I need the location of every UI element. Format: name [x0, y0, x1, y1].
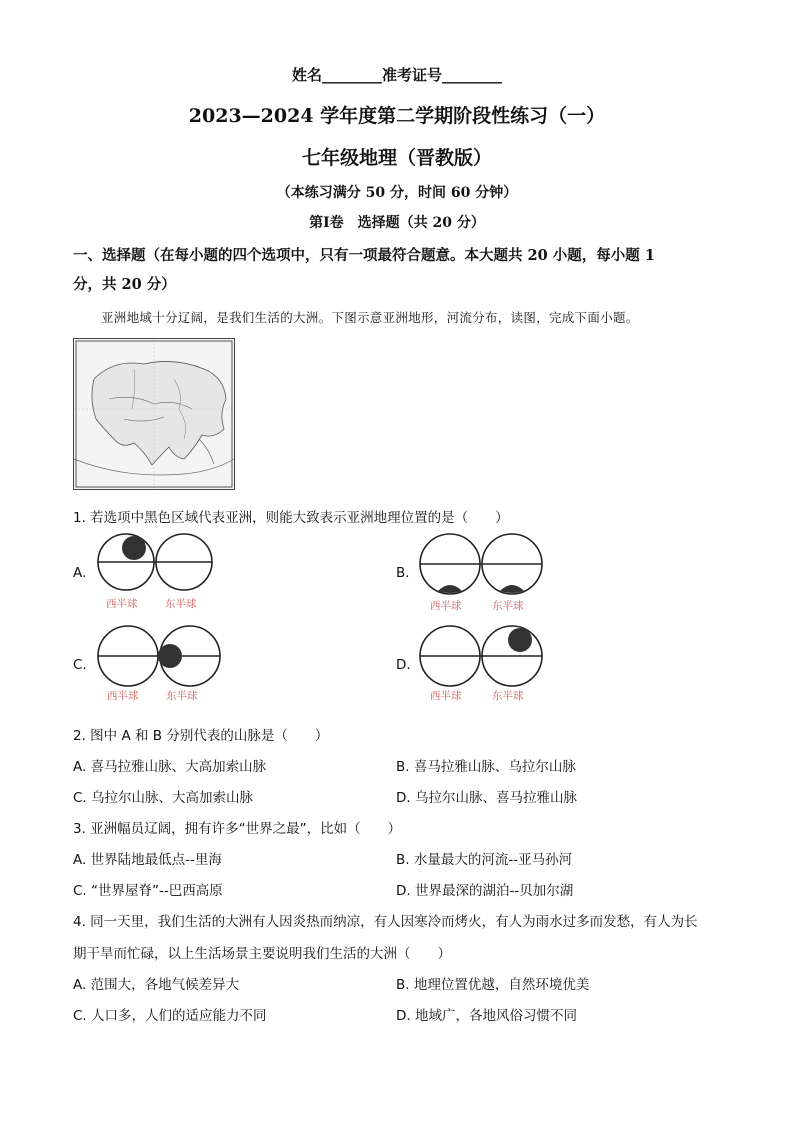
question-1-stem: 1. 若选项中黑色区域代表亚洲，则能大致表示亚洲地理位置的是（ ）	[73, 510, 509, 526]
q1-d-east-label: 东半球	[492, 690, 524, 702]
q4-option-a[interactable]: A. 范围大，各地气候差异大	[73, 977, 240, 993]
q4-option-b[interactable]: B. 地理位置优越，自然环境优美	[396, 977, 590, 993]
q3-option-c[interactable]: C. “世界屋脊”--巴西高原	[73, 883, 223, 899]
q1-option-b-globes	[418, 531, 548, 605]
q1-option-d-label[interactable]: D.	[396, 657, 411, 673]
q1-b-east-label: 东半球	[492, 600, 524, 612]
question-3-stem: 3. 亚洲幅员辽阔，拥有许多“世界之最”，比如（ ）	[73, 821, 402, 837]
q3-option-b[interactable]: B. 水量最大的河流--亚马孙河	[396, 852, 573, 868]
q2-option-b[interactable]: B. 喜马拉雅山脉、乌拉尔山脉	[396, 759, 576, 775]
q1-option-c-label[interactable]: C.	[73, 657, 87, 673]
instruction-line-2: 分，共 20 分）	[73, 276, 176, 293]
question-2-stem: 2. 图中 A 和 B 分别代表的山脉是（ ）	[73, 728, 329, 744]
q1-b-west-label: 西半球	[430, 600, 462, 612]
q1-option-c-globes	[96, 623, 226, 697]
instruction-line-1: 一、选择题（在每小题的四个选项中，只有一项最符合题意。本大题共 20 小题，每小题 1	[73, 247, 655, 264]
name-and-id-line: 姓名________准考证号________	[291, 66, 502, 84]
asia-map-figure	[73, 338, 235, 490]
q1-d-west-label: 西半球	[430, 690, 462, 702]
question-4-stem-line-1: 4. 同一天里，我们生活的大洲有人因炎热而纳凉，有人因寒冷而烤火，有人为雨水过多而发愁，有人为长	[73, 914, 698, 930]
q1-c-west-label: 西半球	[107, 690, 139, 702]
q1-option-b-label[interactable]: B.	[396, 565, 410, 581]
question-4-stem-line-2: 期干旱而忙碌，以上生活场景主要说明我们生活的大洲（ ）	[73, 946, 451, 962]
q1-c-east-label: 东半球	[166, 690, 198, 702]
q1-option-d-globes	[418, 623, 548, 697]
exam-note: （本练习满分 50 分，时间 60 分钟）	[276, 185, 518, 201]
q2-option-c[interactable]: C. 乌拉尔山脉、大高加索山脉	[73, 790, 254, 806]
section-instruction	[73, 241, 723, 299]
globe-pair-c	[96, 623, 226, 693]
part-title: 第Ⅰ卷 选择题（共 20 分）	[309, 215, 485, 231]
asia-map-drawing	[74, 339, 234, 489]
q1-a-west-label: 西半球	[106, 598, 138, 610]
reading-intro: 亚洲地域十分辽阔，是我们生活的大洲。下图示意亚洲地形，河流分布，读图，完成下面小题。	[101, 310, 639, 325]
q1-a-east-label: 东半球	[165, 598, 197, 610]
q4-option-c[interactable]: C. 人口多，人们的适应能力不同	[73, 1008, 267, 1024]
exam-subtitle: 七年级地理（晋教版）	[301, 147, 492, 169]
q4-option-d[interactable]: D. 地域广，各地风俗习惯不同	[396, 1008, 577, 1024]
globe-pair-d	[418, 623, 548, 693]
q1-option-a-label[interactable]: A.	[73, 565, 87, 581]
q2-option-a[interactable]: A. 喜马拉雅山脉、大高加索山脉	[73, 759, 267, 775]
exam-title: 2023—2024 学年度第二学期阶段性练习（一）	[188, 105, 606, 127]
globe-pair-b	[418, 531, 548, 601]
q3-option-d[interactable]: D. 世界最深的湖泊--贝加尔湖	[396, 883, 574, 899]
q2-option-d[interactable]: D. 乌拉尔山脉、喜马拉雅山脉	[396, 790, 577, 806]
q3-option-a[interactable]: A. 世界陆地最低点--里海	[73, 852, 222, 868]
